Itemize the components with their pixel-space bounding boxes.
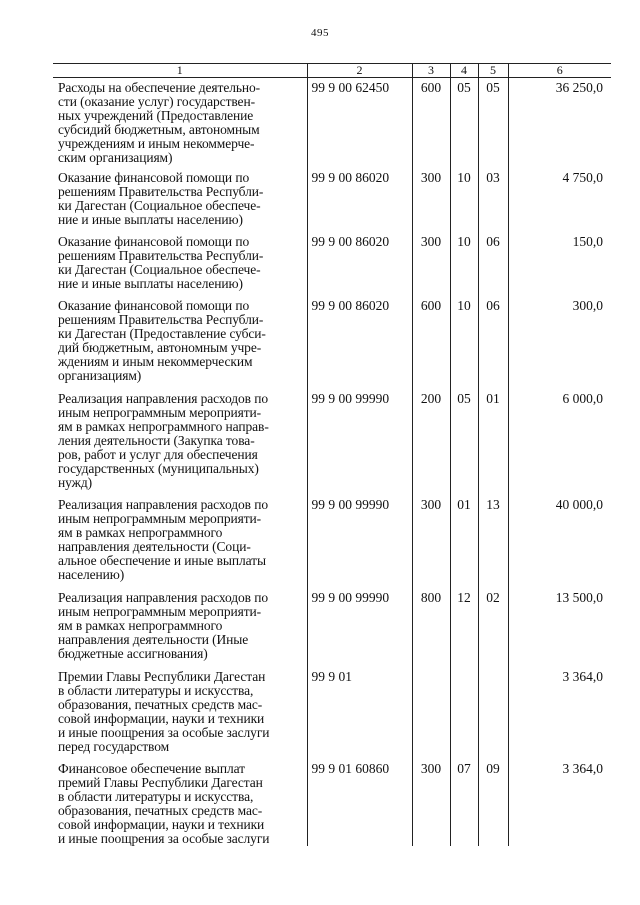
table-row — [53, 667, 611, 759]
row-pr — [478, 667, 508, 759]
row-description: Расходы на обеспечение деятельно- сти (оказание услуг) государствен- ных учреждений (Предоставление субсидий бюджетным, автономным учреждениям и иным некоммерче- ским организациям) — [58, 80, 261, 165]
table-row — [53, 495, 611, 588]
row-vr: 200 — [412, 389, 450, 495]
row-amount: 6 000,0 — [508, 389, 611, 495]
header-col-4: 4 — [450, 64, 478, 78]
row-amount: 40 000,0 — [508, 495, 611, 588]
header-col-2: 2 — [307, 64, 412, 78]
row-rz: 10 — [450, 232, 478, 296]
row-code: 99 9 01 — [307, 667, 412, 759]
table-row — [53, 168, 611, 232]
row-vr: 600 — [412, 78, 450, 168]
row-description: Реализация направления расходов по иным непрограммным мероприяти- ям в рамках непрограммного направления деятельности (Иные бюджетные ассигнования) — [58, 589, 268, 661]
table-row — [53, 759, 611, 846]
row-pr: 06 — [478, 232, 508, 296]
row-rz: 10 — [450, 168, 478, 232]
budget-table — [53, 63, 611, 846]
row-pr: 06 — [478, 296, 508, 389]
row-rz: 01 — [450, 495, 478, 588]
header-row — [53, 64, 611, 78]
row-vr: 300 — [412, 232, 450, 296]
row-amount: 13 500,0 — [508, 588, 611, 667]
row-description: Реализация направления расходов по иным непрограммным мероприяти- ям в рамках непрограммного направ- ления деятельности (Закупка това- ров, работ и услуг для обеспечения государственных (муниципальных) нужд) — [58, 390, 269, 490]
row-code: 99 9 00 99990 — [307, 588, 412, 667]
row-description: Оказание финансовой помощи по решениям Правительства Республи- ки Дагестан (Социальное обеспече- ние и иные выплаты населению) — [58, 233, 264, 291]
row-rz: 05 — [450, 78, 478, 168]
row-description: Оказание финансовой помощи по решениям Правительства Республи- ки Дагестан (Предоставление субси- дий бюджетным, автономным учре- ждениям и иным некоммерческим организациям) — [58, 297, 266, 383]
header-col-6: 6 — [508, 64, 611, 78]
row-vr: 300 — [412, 495, 450, 588]
row-pr: 03 — [478, 168, 508, 232]
row-code: 99 9 00 62450 — [307, 78, 412, 168]
row-code: 99 9 01 60860 — [307, 759, 412, 846]
row-rz: 12 — [450, 588, 478, 667]
row-rz: 07 — [450, 759, 478, 846]
row-vr — [412, 667, 450, 759]
row-pr: 13 — [478, 495, 508, 588]
row-rz: 10 — [450, 296, 478, 389]
header-col-1: 1 — [53, 64, 307, 78]
table-row — [53, 588, 611, 667]
table-row — [53, 296, 611, 389]
row-code: 99 9 00 86020 — [307, 232, 412, 296]
row-code: 99 9 00 86020 — [307, 168, 412, 232]
row-description: Реализация направления расходов по иным непрограммным мероприяти- ям в рамках непрограммного направления деятельности (Соци- альное обеспечение и иные выплаты населению) — [58, 496, 268, 582]
row-amount: 150,0 — [508, 232, 611, 296]
row-vr: 600 — [412, 296, 450, 389]
row-code: 99 9 00 99990 — [307, 389, 412, 495]
row-description: Оказание финансовой помощи по решениям Правительства Республи- ки Дагестан (Социальное обеспече- ние и иные выплаты населению) — [58, 169, 264, 227]
page-number: 495 — [311, 27, 329, 39]
row-description: Премии Главы Республики Дагестан в области литературы и искусства, образования, печатных средств мас- совой информации, науки и техники и иные поощрения за особые заслуги перед государством — [58, 668, 270, 754]
row-vr: 300 — [412, 759, 450, 846]
row-amount: 36 250,0 — [508, 78, 611, 168]
table-row — [53, 389, 611, 495]
row-vr: 800 — [412, 588, 450, 667]
table-row — [53, 232, 611, 296]
row-description: Финансовое обеспечение выплат премий Главы Республики Дагестан в области литературы и искусства, образования, печатных средств мас- совой информации, науки и техники и иные поощрения за особые заслуги — [58, 760, 270, 846]
row-pr: 09 — [478, 759, 508, 846]
table-row — [53, 78, 611, 168]
row-amount: 3 364,0 — [508, 667, 611, 759]
row-pr: 01 — [478, 389, 508, 495]
row-vr: 300 — [412, 168, 450, 232]
row-rz — [450, 667, 478, 759]
row-amount: 300,0 — [508, 296, 611, 389]
row-amount: 4 750,0 — [508, 168, 611, 232]
row-code: 99 9 00 99990 — [307, 495, 412, 588]
header-col-5: 5 — [478, 64, 508, 78]
row-pr: 05 — [478, 78, 508, 168]
row-pr: 02 — [478, 588, 508, 667]
row-amount: 3 364,0 — [508, 759, 611, 846]
row-code: 99 9 00 86020 — [307, 296, 412, 389]
header-col-3: 3 — [412, 64, 450, 78]
row-rz: 05 — [450, 389, 478, 495]
